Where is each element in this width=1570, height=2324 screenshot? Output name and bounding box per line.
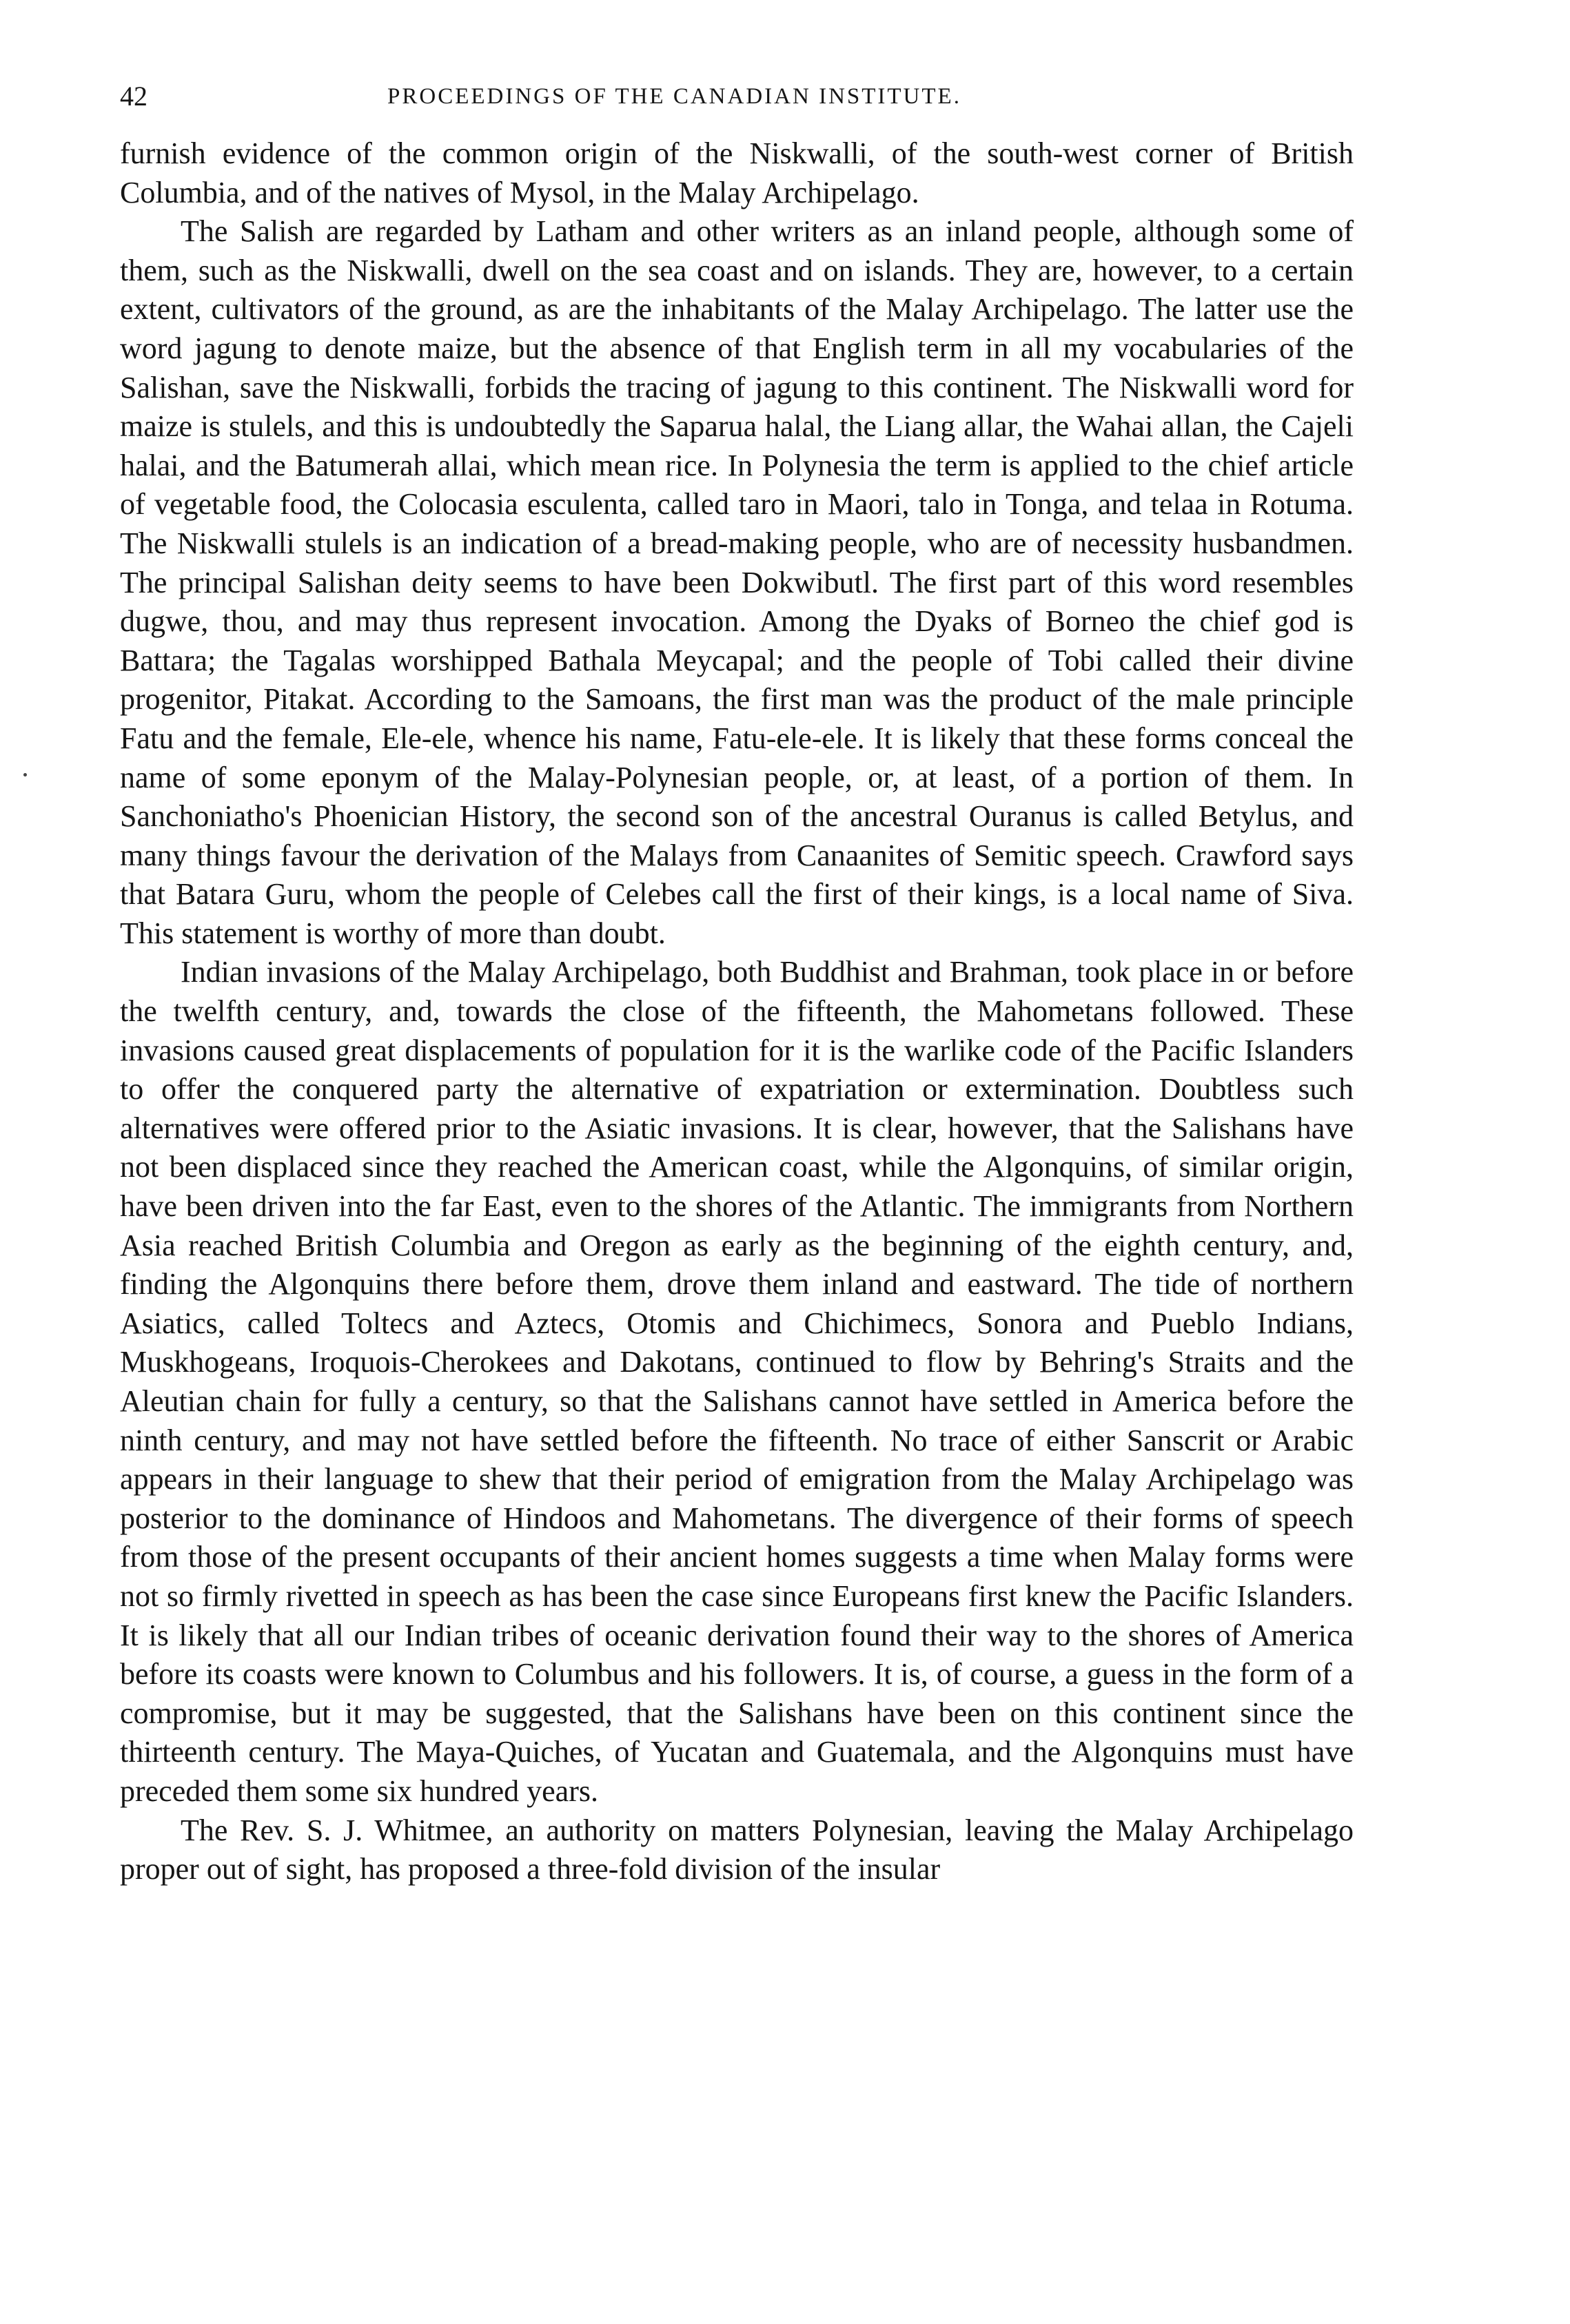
running-title: PROCEEDINGS OF THE CANADIAN INSTITUTE. <box>387 84 961 109</box>
margin-dot <box>23 773 27 777</box>
page-number: 42 <box>120 81 147 112</box>
running-header <box>120 76 1354 117</box>
body-text <box>120 134 1354 1889</box>
paragraph-continued: furnish evidence of the common origin of the Niskwalli, of the south-west corner of British Columbia, and of the natives of Mysol, in the Malay Archipelago. <box>120 136 1354 209</box>
paragraph: Indian invasions of the Malay Archipelago, both Buddhist and Brahman, took place in or before the twelfth century, and, towards the close of the fifteenth, the Mahometans followed. These invasions caused great displacements of population for it is the warlike code of the Pacific Islanders to offer the conquered party the alternative of expatriation or extermination. Doubtless such alternatives were offered prior to the Asiatic invasions. It is clear, however, that the Salishans have not been displaced since they reached the American coast, while the Algonquins, of similar origin, have been driven into the far East, even to the shores of the Atlantic. The immigrants from Northern Asia reached British Columbia and Oregon as early as the beginning of the eighth century, and, finding the Algonquins there before them, drove them inland and eastward. The tide of northern Asiatics, called Toltecs and Aztecs, Otomis and Chichimecs, Sonora and Pueblo Indians, Muskhogeans, Iroquois-Cherokees and Dakotans, continued to flow by Behring's Straits and the Aleutian chain for fully a century, so that the Salishans cannot have settled in America before the ninth century, and may not have settled before the fifteenth. No trace of either Sanscrit or Arabic appears in their language to shew that their period of emigration from the Malay Archipelago was posterior to the dominance of Hindoos and Mahometans. The divergence of their forms of speech from those of the present occupants of their ancient homes suggests a time when Malay forms were not so firmly rivetted in speech as has been the case since Europeans first knew the Pacific Islanders. It is likely that all our Indian tribes of oceanic derivation found their way to the shores of America before its coasts were known to Columbus and his followers. It is, of course, a guess in the form of a compromise, but it may be suggested, that the Salishans have been on this continent since the thirteenth century. The Maya-Quiches, of Yucatan and Guatemala, and the Algonquins must have preceded them some six hundred years. <box>120 955 1354 1808</box>
paragraph: The Rev. S. J. Whitmee, an authority on matters Polynesian, leaving the Malay Archipelago proper out of sight, has proposed a three-fold division of the insular <box>120 1813 1354 1886</box>
paragraph: The Salish are regarded by Latham and other writers as an inland people, although some of them, such as the Niskwalli, dwell on the sea coast and on islands. They are, however, to a certain extent, cultivators of the ground, as are the inhabitants of the Malay Archipelago. The latter use the word jagung to denote maize, but the absence of that English term in all my vocabularies of the Salishan, save the Niskwalli, forbids the tracing of jagung to this continent. The Niskwalli word for maize is stulels, and this is undoubtedly the Saparua halal, the Liang allar, the Wahai allan, the Cajeli halai, and the Batumerah allai, which mean rice. In Polynesia the term is applied to the chief article of vegetable food, the Colocasia esculenta, called taro in Maori, talo in Tonga, and telaa in Rotuma. The Niskwalli stulels is an indication of a bread-making people, who are of necessity husbandmen. The principal Salishan deity seems to have been Dokwibutl. The first part of this word resembles dugwe, thou, and may thus represent invocation. Among the Dyaks of Borneo the chief god is Battara; the Tagalas worshipped Bathala Meycapal; and the people of Tobi called their divine progenitor, Pitakat. According to the Samoans, the first man was the product of the male principle Fatu and the female, Ele-ele, whence his name, Fatu-ele-ele. It is likely that these forms conceal the name of some eponym of the Malay-Polynesian people, or, at least, of a portion of them. In Sanchoniatho's Phoenician History, the second son of the ancestral Ouranus is called Betylus, and many things favour the derivation of the Malays from Canaanites of Semitic speech. Crawford says that Batara Guru, whom the people of Celebes call the first of their kings, is a local name of Siva. This statement is worthy of more than doubt. <box>120 214 1354 950</box>
book-page <box>120 76 1354 1889</box>
